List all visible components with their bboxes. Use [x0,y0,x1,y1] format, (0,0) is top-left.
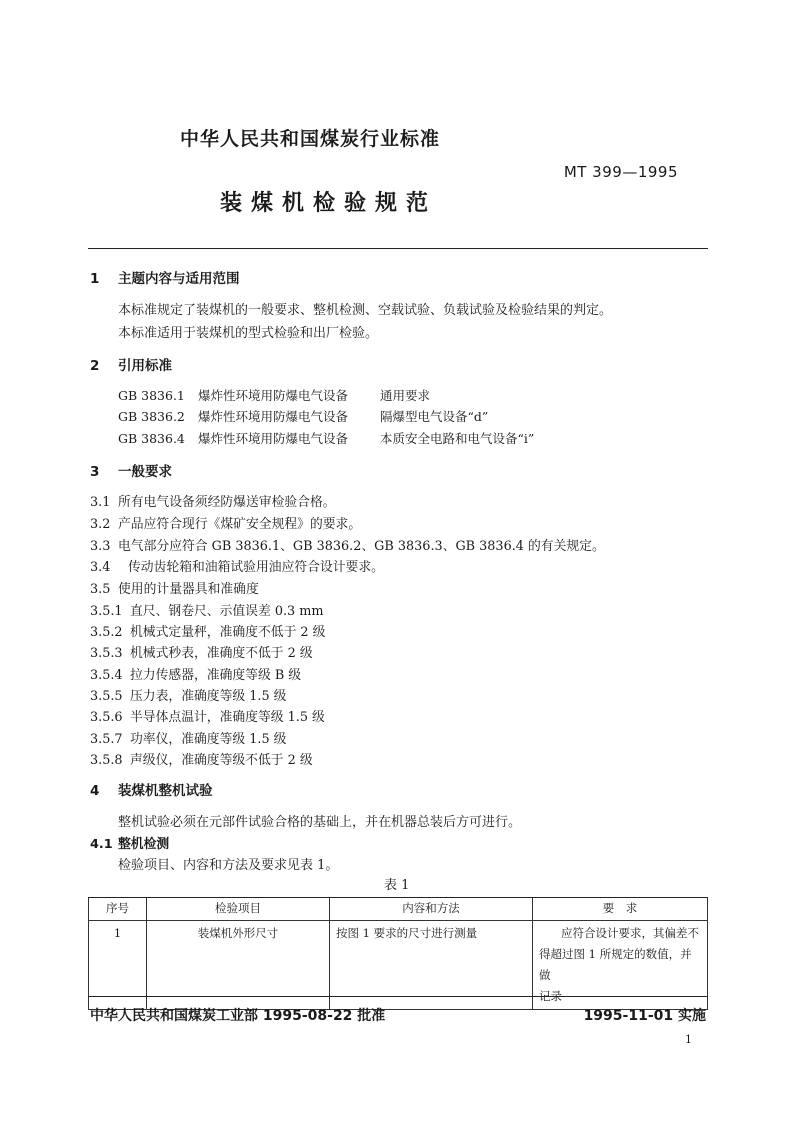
clause-text: 电气部分应符合 GB 3836.1、GB 3836.2、GB 3836.3、GB 3836.4 的有关规定。 [118,539,605,554]
clause-text: 拉力传感器，准确度等级 B 级 [130,668,302,683]
clause-text: 产品应符合现行《煤矿安全规程》的要求。 [118,517,362,532]
column-header: 内容和方法 [330,898,533,921]
section-title: 装煤机整机试验 [118,783,213,799]
requirement-line: 得超过图 1 所规定的数值，并做 [539,947,692,982]
clause-text: 传动齿轮箱和油箱试验用油应符合设计要求。 [128,560,384,575]
clause-text: 使用的计量器具和准确度 [118,582,259,597]
clause-text: 声级仪，准确度等级不低于 2 级 [130,753,313,768]
clause-number: 3.5.4 [90,668,123,683]
table-caption: 表 1 [384,878,410,893]
clause-number: 3.3 [90,539,111,554]
clause-item [90,706,325,725]
header-divider [88,248,708,249]
section-title: 一般要求 [118,464,172,480]
section-2-heading [90,354,172,374]
reference-part: 通用要求 [380,388,431,403]
clause-text: 直尺、钢卷尺、示值误差 0.3 mm [130,604,324,619]
clause-text: 所有电气设备须经防爆送审检验合格。 [118,495,336,510]
clause-item [90,621,325,640]
clause-item [90,491,336,510]
paragraph: 本标准规定了装煤机的一般要求、整机检测、空载试验、负载试验及检验结果的判定。 [118,303,613,318]
clause-item [90,513,361,532]
clause-item [90,578,259,597]
clause-item [90,556,384,575]
column-header: 检验项目 [147,898,330,921]
column-header: 要 求 [533,898,708,921]
subsection-title: 整机检测 [118,837,170,852]
clause-number: 3.5.1 [90,604,123,619]
clause-item [90,664,301,683]
reference-part: 隔爆型电气设备“d” [380,409,489,424]
effective-date: 1995-11-01 实施 [583,1008,706,1024]
clause-number: 3.5.6 [90,710,123,725]
clause-text: 功率仪，准确度等级 1.5 级 [130,732,287,747]
section-number: 3 [90,464,100,480]
footer-divider [88,996,708,997]
reference-entry [118,386,430,404]
clause-item [90,685,286,704]
reference-code: GB 3836.4 [118,431,185,446]
standard-body-header: 中华人民共和国煤炭行业标准 [180,128,441,150]
subsection-number: 4.1 [90,837,113,852]
clause-item [90,642,313,661]
section-title: 主题内容与适用范围 [118,271,240,287]
clause-number: 3.5.8 [90,753,123,768]
section-4-heading [90,779,213,799]
clause-number: 3.5.7 [90,732,123,747]
clause-number: 3.5.2 [90,625,123,640]
section-number: 2 [90,358,100,374]
clause-item [90,749,313,768]
clause-number: 3.5 [90,582,111,597]
requirement-line: 记录 [539,989,562,1003]
reference-entry [118,407,488,425]
paragraph: 整机试验必须在元部件试验合格的基础上，并在机器总装后方可进行。 [118,815,522,830]
reference-name: 爆炸性环境用防爆电气设备 [198,431,349,446]
reference-part: 本质安全电路和电气设备“i” [380,431,535,446]
reference-entry [118,429,534,447]
reference-code: GB 3836.1 [118,388,185,403]
column-header: 序号 [89,898,147,921]
inspection-table [88,897,708,1010]
reference-name: 爆炸性环境用防爆电气设备 [198,388,349,403]
reference-code: GB 3836.2 [118,409,185,424]
clause-item [90,728,286,747]
clause-number: 3.4 [90,560,111,575]
clause-text: 压力表，准确度等级 1.5 级 [130,689,287,704]
section-number: 1 [90,271,100,287]
section-title: 引用标准 [118,358,172,374]
section-number: 4 [90,783,100,799]
table-header-row [89,898,708,921]
clause-item [90,535,605,554]
paragraph: 本标准适用于装煤机的型式检验和出厂检验。 [118,326,379,341]
page-number: 1 [685,1033,692,1046]
approval-notice: 中华人民共和国煤炭工业部 1995-08-22 批准 [90,1008,386,1024]
requirement-line: 应符合设计要求，其偏差不 [561,926,699,940]
clause-text: 机械式秒表，准确度不低于 2 级 [130,646,313,661]
subsection-4-1-heading [90,833,169,852]
reference-name: 爆炸性环境用防爆电气设备 [198,409,349,424]
clause-item [90,600,324,619]
clause-number: 3.5.3 [90,646,123,661]
document-title: 装煤机检验规范 [220,191,438,216]
paragraph: 检验项目、内容和方法及要求见表 1。 [118,858,339,873]
table-cell-no: 1 [89,921,147,1010]
section-1-heading [90,267,240,287]
clause-text: 机械式定量秤，准确度不低于 2 级 [130,625,326,640]
table-cell-item: 装煤机外形尺寸 [147,921,330,1010]
table-cell-method: 按图 1 要求的尺寸进行测量 [330,921,533,1010]
standard-code: MT 399—1995 [563,163,678,181]
clause-number: 3.5.5 [90,689,123,704]
clause-number: 3.2 [90,517,111,532]
clause-number: 3.1 [90,495,111,510]
section-3-heading [90,460,172,480]
clause-text: 半导体点温计，准确度等级 1.5 级 [130,710,325,725]
